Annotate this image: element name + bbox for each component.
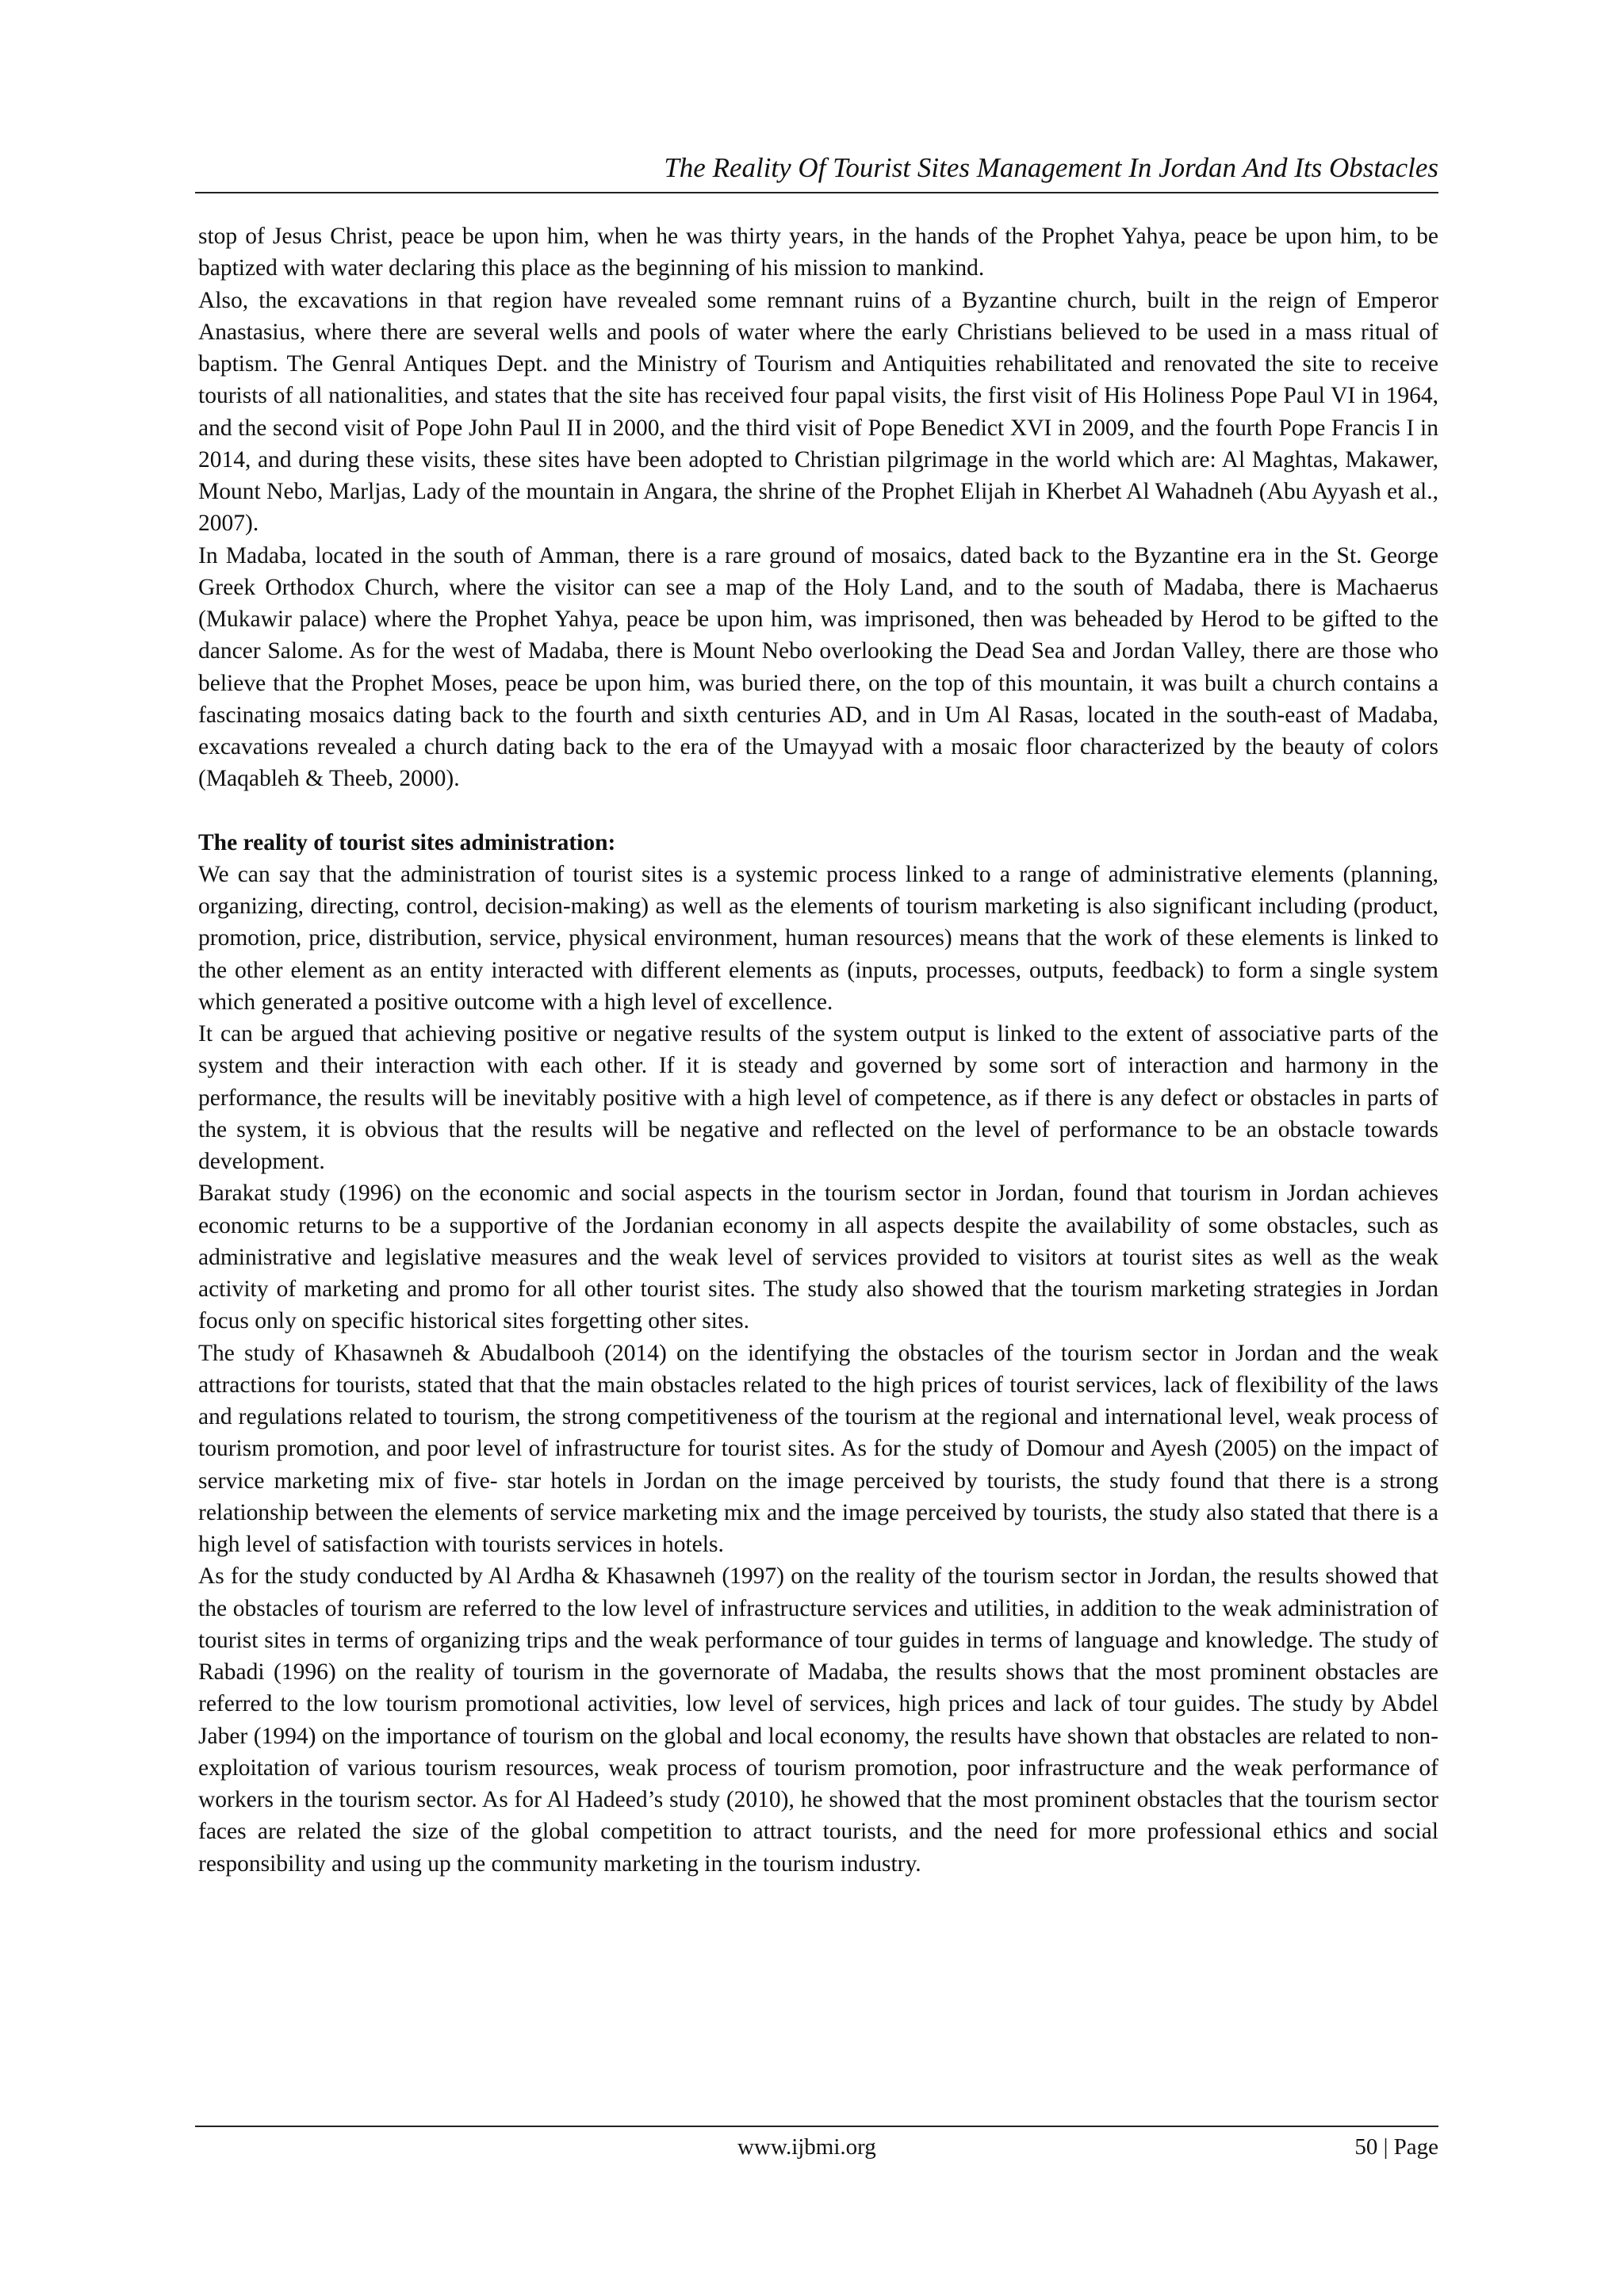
page-number: 50 | Page bbox=[1354, 2134, 1438, 2160]
running-header bbox=[195, 151, 1438, 193]
paragraph-al-ardha-study: As for the study conducted by Al Ardha & Khasawneh (1997) on the reality of the tourism sector in Jordan, the results showed that the obstacles of tourism are referred to the low level of infrastructure services and utilities, in addition to the weak administration of tourist sites in terms of organizing trips and the weak performance of tour guides in terms of language and knowledge. The study of Rabadi (1996) on the reality of tourism in the governorate of Madaba, the results shows that the most prominent obstacles are referred to the low tourism promotional activities, low level of services, high prices and lack of tour guides. The study by Abdel Jaber (1994) on the importance of tourism on the global and local economy, the results have shown that obstacles are related to non-exploitation of various tourism resources, weak process of tourism promotion, poor infrastructure and the weak performance of workers in the tourism sector. As for Al Hadeed’s study (2010), he showed that the most prominent obstacles that the tourism sector faces are related the size of the global competition to attract tourists, and the need for more professional ethics and social responsibility and using up the community marketing in the tourism industry. bbox=[198, 1563, 1438, 1877]
paragraph-system-output: It can be argued that achieving positive or negative results of the system output is linked to the extent of associative parts of the system and their interaction with each other. If it is steady and governed by some sort of interaction and harmony in the performance, the results will be inevitably positive with a high level of competence, as if there is any defect or obstacles in parts of the system, it is obvious that the results will be negative and reflected on the level of performance to be an obstacle towards development. bbox=[198, 1021, 1438, 1174]
section-heading: The reality of tourist sites administration: bbox=[198, 829, 616, 855]
paragraph-excavations: Also, the excavations in that region have revealed some remnant ruins of a Byzantine church, built in the reign of Emperor Anastasius, where there are several wells and pools of water where the early Christians believed to be used in a mass ritual of baptism. The Genral Antiques Dept. and the Ministry of Tourism and Antiquities rehabilitated and renovated the site to receive tourists of all nationalities, and states that the site has received four papal visits, the first visit of His Holiness Pope Paul VI in 1964, and the second visit of Pope John Paul II in 2000, and the third visit of Pope Benedict XVI in 2009, and the fourth Pope Francis I in 2014, and during these visits, these sites have been adopted to Christian pilgrimage in the world which are: Al Maghtas, Makawer, Mount Nebo, Marljas, Lady of the mountain in Angara, the shrine of the Prophet Elijah in Kherbet Al Wahadneh (Abu Ayyash et al., 2007). bbox=[198, 287, 1438, 537]
paragraph-baptism-site: stop of Jesus Christ, peace be upon him, when he was thirty years, in the hands of the Prophet Yahya, peace be upon him, to be baptized with water declaring this place as the beginning of his mission to mankind. bbox=[198, 224, 1438, 281]
paragraph-madaba: In Madaba, located in the south of Amman, there is a rare ground of mosaics, dated back to the Byzantine era in the St. George Greek Orthodox Church, where the visitor can see a map of the Holy Land, and to the south of Madaba, there is Machaerus (Mukawir palace) where the Prophet Yahya, peace be upon him, was imprisoned, then was beheaded by Herod to be gifted to the dancer Salome. As for the west of Madaba, there is Mount Nebo overlooking the Dead Sea and Jordan Valley, there are those who believe that the Prophet Moses, peace be upon him, was buried there, on the top of this mountain, it was built a church contains a fascinating mosaics dating back to the fourth and sixth centuries AD, and in Um Al Rasas, located in the south-east of Madaba, excavations revealed a church dating back to the era of the Umayyad with a mosaic floor characterized by the beauty of colors (Maqableh & Theeb, 2000). bbox=[198, 542, 1438, 792]
footer-url[interactable]: www.ijbmi.org bbox=[737, 2134, 876, 2160]
running-header-title: The Reality Of Tourist Sites Management In Jordan And Its Obstacles bbox=[664, 152, 1438, 183]
footer-rule bbox=[195, 2126, 1438, 2127]
paragraph-khasawneh-study: The study of Khasawneh & Abudalbooh (2014) on the identifying the obstacles of the tourism sector in Jordan and the weak attractions for tourists, stated that that the main obstacles related to the high prices of tourist services, lack of flexibility of the laws and regulations related to tourism, the strong competitiveness of the tourism at the regional and international level, weak process of tourism promotion, and poor level of infrastructure for tourist sites. As for the study of Domour and Ayesh (2005) on the impact of service marketing mix of five- star hotels in Jordan on the image perceived by tourists, the study found that there is a strong relationship between the elements of service marketing mix and the image perceived by tourists, the study also stated that there is a high level of satisfaction with tourists services in hotels. bbox=[198, 1340, 1438, 1557]
paragraph-barakat-study: Barakat study (1996) on the economic and social aspects in the tourism sector in Jordan, found that tourism in Jordan achieves economic returns to be a supportive of the Jordanian economy in all aspects despite the availability of some obstacles, such as administrative and legislative measures and the weak level of services provided to visitors at tourist sites as well as the weak activity of marketing and promo for all other tourist sites. The study also showed that the tourism marketing strategies in Jordan focus only on specific historical sites forgetting other sites. bbox=[198, 1181, 1438, 1334]
paragraph-administration: We can say that the administration of tourist sites is a systemic process linked to a range of administrative elements (planning, organizing, directing, control, decision-making) as well as the elements of tourism marketing is also significant including (product, promotion, price, distribution, service, physical environment, human resources) means that the work of these elements is linked to the other element as an entity interacted with different elements as (inputs, processes, outputs, feedback) to form a single system which generated a positive outcome with a high level of excellence. bbox=[198, 861, 1438, 1015]
article-body bbox=[198, 220, 1438, 1880]
